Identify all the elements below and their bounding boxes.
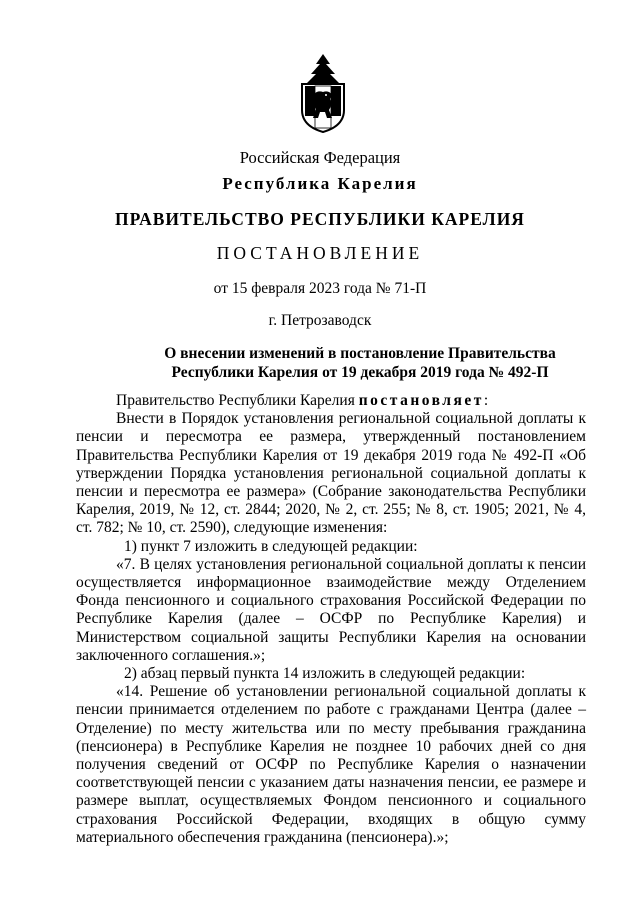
intro-prefix: Правительство Республики Карелия <box>116 392 359 409</box>
quote-1: «7. В целях установления региональной социальной доплаты к пенсии осуществляется информационное взаимодействие между Отделением Фонда пенсионного и социального страхования Российской Федерации по Республике Карелия (далее – ОСФР по Республике Карелия) и Министерством социальной защиты Республики Карелия на основании заключенного соглашения.»; <box>76 555 586 664</box>
intro-decree-word: постановляет <box>358 392 484 409</box>
item-2: 2) абзац первый пункта 14 изложить в следующей редакции: <box>124 665 526 683</box>
amendment-paragraph: Внести в Порядок установления региональной социальной доплаты к пенсии и пересмотра ее размера, утвержденный постановлением Правительства Республики Карелия от 19 декабря 2019 года № 492-П «Об утверждении Порядка установления региональной социальной доплаты к пенсии и пересмотра ее размера» (Собрание законодательства Республики Карелия, 2019, № 12, ст. 2844; 2020, № 2, ст. 255; № 8, ст. 1905; 2021, № 4, ст. 782; № 10, ст. 2590), следующие изменения: <box>76 410 586 537</box>
government-name: ПРАВИТЕЛЬСТВО РЕСПУБЛИКИ КАРЕЛИЯ <box>115 209 525 229</box>
document-date-number: от 15 февраля 2023 года № 71-П <box>213 280 427 297</box>
quote-2: «14. Решение об установлении региональной социальной доплаты к пенсии принимается отделением по работе с гражданами Центра (далее – Отделение) по месту жительства или по месту пребывания гражданина (пенсионера) в Республике Карелия не позднее 10 рабочих дней со дня получения сведений от ОСФР по Республике Карелия о назначении соответствующей пенсии с указанием даты назначения пенсии, ее размере и размере выплат, осуществляемых Фондом пенсионного и социального страхования Российской Федерации, входящих в общую сумму материального обеспечения гражданина (пенсионера).»; <box>76 683 586 846</box>
document-type: ПОСТАНОВЛЕНИЕ <box>216 243 424 263</box>
intro-suffix: : <box>483 392 489 409</box>
coat-of-arms-emblem <box>296 52 350 134</box>
republic-name: Республика Карелия <box>222 174 418 193</box>
intro-paragraph <box>76 392 586 410</box>
country-name: Российская Федерация <box>239 148 401 167</box>
document-body <box>76 392 586 847</box>
item-1: 1) пункт 7 изложить в следующей редакции: <box>124 537 418 555</box>
title-line-1: О внесении изменений в постановление Правительства <box>164 345 556 362</box>
document-title <box>150 344 570 382</box>
document-city: г. Петрозаводск <box>268 312 372 329</box>
title-line-2: Республики Карелия от 19 декабря 2019 года № 492-П <box>171 364 549 381</box>
